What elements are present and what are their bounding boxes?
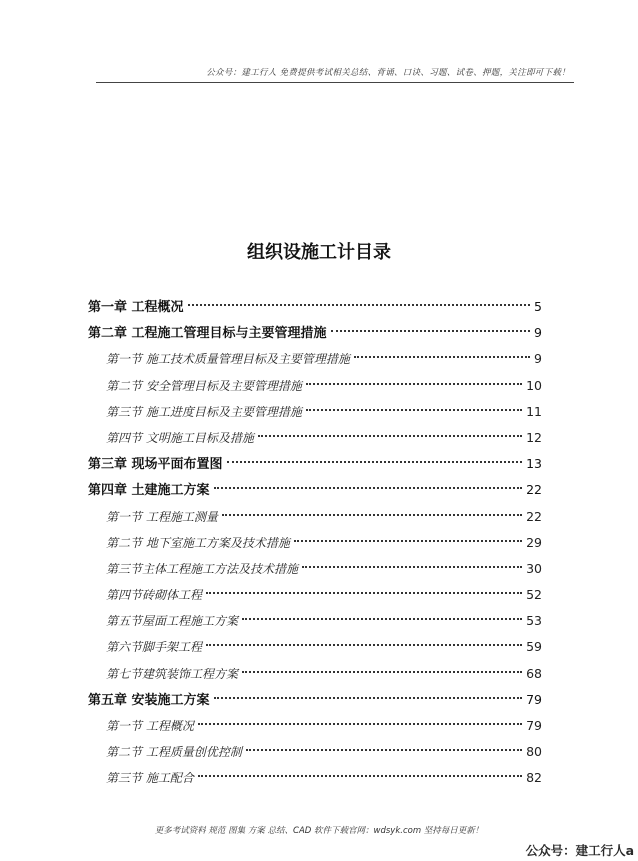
toc-entry-label: 第一节 工程概况 <box>106 719 194 733</box>
toc-page-number: 9 <box>534 325 542 341</box>
toc-dot-leader <box>258 435 522 437</box>
toc-page-number: 13 <box>526 456 542 472</box>
toc-entry-label: 第一节 工程施工测量 <box>106 509 218 524</box>
toc-section-entry[interactable] <box>88 373 542 399</box>
toc-section-entry[interactable] <box>88 713 542 739</box>
toc-entry-label: 第三节 施工进度目标及主要管理措施 <box>106 404 302 419</box>
watermark-text: 公众号：建工行人a <box>525 843 634 858</box>
toc-dot-leader <box>214 697 523 699</box>
toc-section-entry[interactable] <box>88 346 542 372</box>
toc-dot-leader <box>354 356 530 358</box>
toc-dot-leader <box>206 644 522 646</box>
toc-dot-leader <box>242 618 522 620</box>
toc-entry-label: 第五章 安装施工方案 <box>88 692 210 708</box>
toc-page-number: 9 <box>534 351 542 367</box>
toc-dot-leader <box>227 461 523 463</box>
toc-dot-leader <box>246 749 522 751</box>
toc-entry-label: 第二章 工程施工管理目标与主要管理措施 <box>88 326 327 342</box>
toc-section-entry[interactable] <box>88 425 542 451</box>
toc-section-entry[interactable] <box>88 556 542 582</box>
toc-page-number: 5 <box>534 299 542 314</box>
toc-entry-label: 第三节主体工程施工方法及技术措施 <box>106 561 299 576</box>
toc-dot-leader <box>306 409 522 411</box>
toc-page-number: 29 <box>526 534 542 550</box>
toc-entry-label: 第一章 工程概况 <box>88 300 184 315</box>
toc-dot-leader <box>294 540 522 542</box>
toc-page-number: 79 <box>526 691 542 707</box>
toc-page-number: 53 <box>526 613 542 629</box>
toc-chapter-entry[interactable] <box>88 320 542 346</box>
toc-entry-label: 第三章 现场平面布置图 <box>88 457 223 473</box>
toc-section-entry[interactable] <box>88 608 542 634</box>
toc-dot-leader <box>222 514 522 516</box>
toc-entry-label: 第四章 土建施工方案 <box>88 483 210 499</box>
page-header-text: 公众号：建工行人 免费提供考试相关总结、背诵、口诀、习题、试卷、押题，关注即可下载！ <box>206 68 570 78</box>
toc-dot-leader <box>214 487 523 489</box>
toc-chapter-entry[interactable] <box>88 687 542 713</box>
toc-entry-label: 第五节屋面工程施工方案 <box>106 614 239 629</box>
toc-dot-leader <box>306 383 522 385</box>
toc-page-number: 59 <box>526 639 542 655</box>
document-title: 组织设施工计目录 <box>247 242 391 263</box>
toc-chapter-entry[interactable] <box>88 294 542 320</box>
page-footer-text: 更多考试资料 规范 图集 方案 总结、CAD 软件下载官网：wdsyk.com 坚持每日更新！ <box>154 826 484 836</box>
toc-entry-label: 第二节 安全管理目标及主要管理措施 <box>106 378 302 393</box>
toc-dot-leader <box>302 566 522 568</box>
toc-page-number: 80 <box>526 744 542 760</box>
toc-section-entry[interactable] <box>88 765 542 791</box>
toc-section-entry[interactable] <box>88 634 542 660</box>
toc-page-number: 79 <box>526 718 542 733</box>
toc-dot-leader <box>198 775 522 777</box>
toc-page-number: 22 <box>526 508 542 524</box>
toc-page-number: 30 <box>526 560 542 576</box>
toc-entry-label: 第四节砖砌体工程 <box>106 588 203 603</box>
toc-page-number: 11 <box>526 403 542 419</box>
toc-dot-leader <box>188 304 531 306</box>
toc-chapter-entry[interactable] <box>88 477 542 503</box>
toc-entry-label: 第七节建筑装饰工程方案 <box>106 666 239 681</box>
toc-chapter-entry[interactable] <box>88 451 542 477</box>
table-of-contents <box>88 294 542 792</box>
toc-section-entry[interactable] <box>88 530 542 556</box>
toc-page-number: 12 <box>526 429 542 445</box>
toc-entry-label: 第一节 施工技术质量管理目标及主要管理措施 <box>106 352 350 367</box>
toc-dot-leader <box>206 592 522 594</box>
toc-page-number: 68 <box>526 665 542 681</box>
toc-entry-label: 第四节 文明施工目标及措施 <box>106 430 254 445</box>
toc-dot-leader <box>198 723 522 725</box>
toc-section-entry[interactable] <box>88 582 542 608</box>
toc-section-entry[interactable] <box>88 661 542 687</box>
toc-entry-label: 第二节 地下室施工方案及技术措施 <box>106 535 290 550</box>
toc-page-number: 22 <box>526 482 542 498</box>
toc-entry-label: 第三节 施工配合 <box>106 771 194 786</box>
toc-entry-label: 第二节 工程质量创优控制 <box>106 745 242 760</box>
toc-section-entry[interactable] <box>88 504 542 530</box>
toc-dot-leader <box>331 330 531 332</box>
toc-page-number: 82 <box>526 770 542 786</box>
toc-section-entry[interactable] <box>88 399 542 425</box>
toc-page-number: 52 <box>526 587 542 603</box>
toc-section-entry[interactable] <box>88 739 542 765</box>
toc-entry-label: 第六节脚手架工程 <box>106 640 203 655</box>
toc-dot-leader <box>242 671 522 673</box>
header-divider <box>96 82 574 83</box>
toc-page-number: 10 <box>526 377 542 393</box>
